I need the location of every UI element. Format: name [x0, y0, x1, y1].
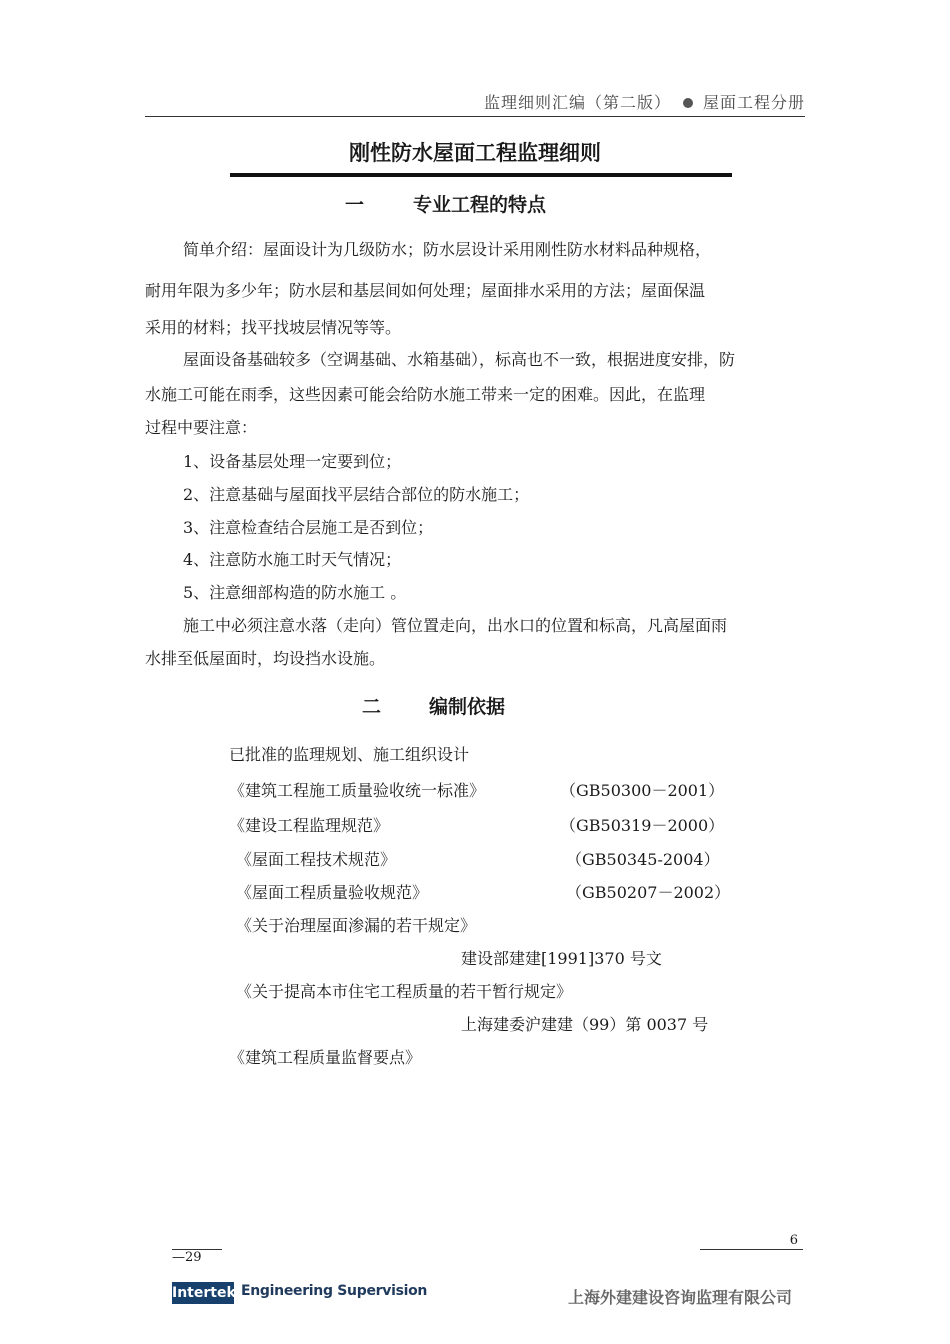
- title-underline: [230, 173, 732, 177]
- list-item: 5、注意细部构造的防水施工 。: [183, 583, 407, 602]
- basis-item-name: 《关于治理屋面渗漏的若干规定》: [236, 916, 477, 935]
- basis-item-name: 《建筑工程施工质量验收统一标准》: [229, 781, 486, 800]
- list-item: 2、注意基础与屋面找平层结合部位的防水施工；: [183, 485, 530, 504]
- logo-tagline: Engineering Supervision: [241, 1283, 428, 1299]
- basis-item-name: 《建设工程监理规范》: [229, 816, 390, 835]
- basis-item-code: （GB50319－2000）: [560, 816, 725, 835]
- header-rule: [145, 116, 805, 117]
- basis-item-code: （GB50300－2001）: [560, 781, 725, 800]
- basis-item-code: （GB50207－2002）: [566, 883, 731, 902]
- basis-item-code: 上海建委沪建建（99）第 0037 号: [461, 1015, 709, 1034]
- basis-item-name: 《屋面工程技术规范》: [236, 850, 397, 869]
- company-name: 上海外建建设咨询监理有限公司: [567, 1288, 792, 1307]
- paragraph-line: 施工中必须注意水落（走向）管位置走向，出水口的位置和标高，凡高屋面雨: [183, 616, 728, 635]
- basis-item-name: 《建筑工程质量监督要点》: [229, 1048, 422, 1067]
- paragraph-line: 屋面设备基础较多（空调基础、水箱基础），标高也不一致，根据进度安排，防: [183, 350, 736, 369]
- list-item: 4、注意防水施工时天气情况；: [183, 550, 402, 569]
- basis-item-name: 《屋面工程质量验收规范》: [236, 883, 429, 902]
- paragraph-line: 水排至低屋面时，均设挡水设施。: [145, 649, 386, 668]
- list-item: 1、设备基层处理一定要到位；: [183, 452, 402, 471]
- basis-item-name: 已批准的监理规划、施工组织设计: [229, 745, 470, 764]
- section-2-title: 编制依据: [429, 696, 506, 718]
- list-item: 3、注意检查结合层施工是否到位；: [183, 518, 434, 537]
- section-1-number: 一: [345, 194, 365, 216]
- bullet-dot-icon: [683, 98, 693, 108]
- paragraph-line: 耐用年限为多少年；防水层和基层间如何处理；屋面排水采用的方法；屋面保温: [145, 281, 706, 300]
- paragraph-line: 过程中要注意：: [145, 418, 258, 437]
- header-series-title: 监理细则汇编（第二版）: [483, 93, 671, 112]
- basis-item-code: 建设部建建[1991]370 号文: [461, 949, 662, 968]
- intertek-logo: Intertek: [172, 1282, 234, 1304]
- header-volume-title: 屋面工程分册: [702, 93, 805, 112]
- running-header: [484, 90, 805, 113]
- section-2-number: 二: [362, 696, 382, 718]
- paragraph-line: 简单介绍：屋面设计为几级防水；防水层设计采用刚性防水材料品种规格，: [183, 240, 712, 259]
- paragraph-line: 水施工可能在雨季，这些因素可能会给防水施工带来一定的困难。因此，在监理: [145, 385, 706, 404]
- paragraph-line: 采用的材料；找平找坡层情况等等。: [145, 318, 402, 337]
- page-reference: —29: [172, 1250, 202, 1265]
- page-number: 6: [789, 1233, 798, 1248]
- footer-rule-right: [700, 1249, 803, 1250]
- page-title: 刚性防水屋面工程监理细则: [349, 141, 601, 165]
- section-1-title: 专业工程的特点: [413, 194, 547, 216]
- basis-item-code: （GB50345-2004）: [566, 850, 720, 869]
- basis-item-name: 《关于提高本市住宅工程质量的若干暂行规定》: [236, 982, 573, 1001]
